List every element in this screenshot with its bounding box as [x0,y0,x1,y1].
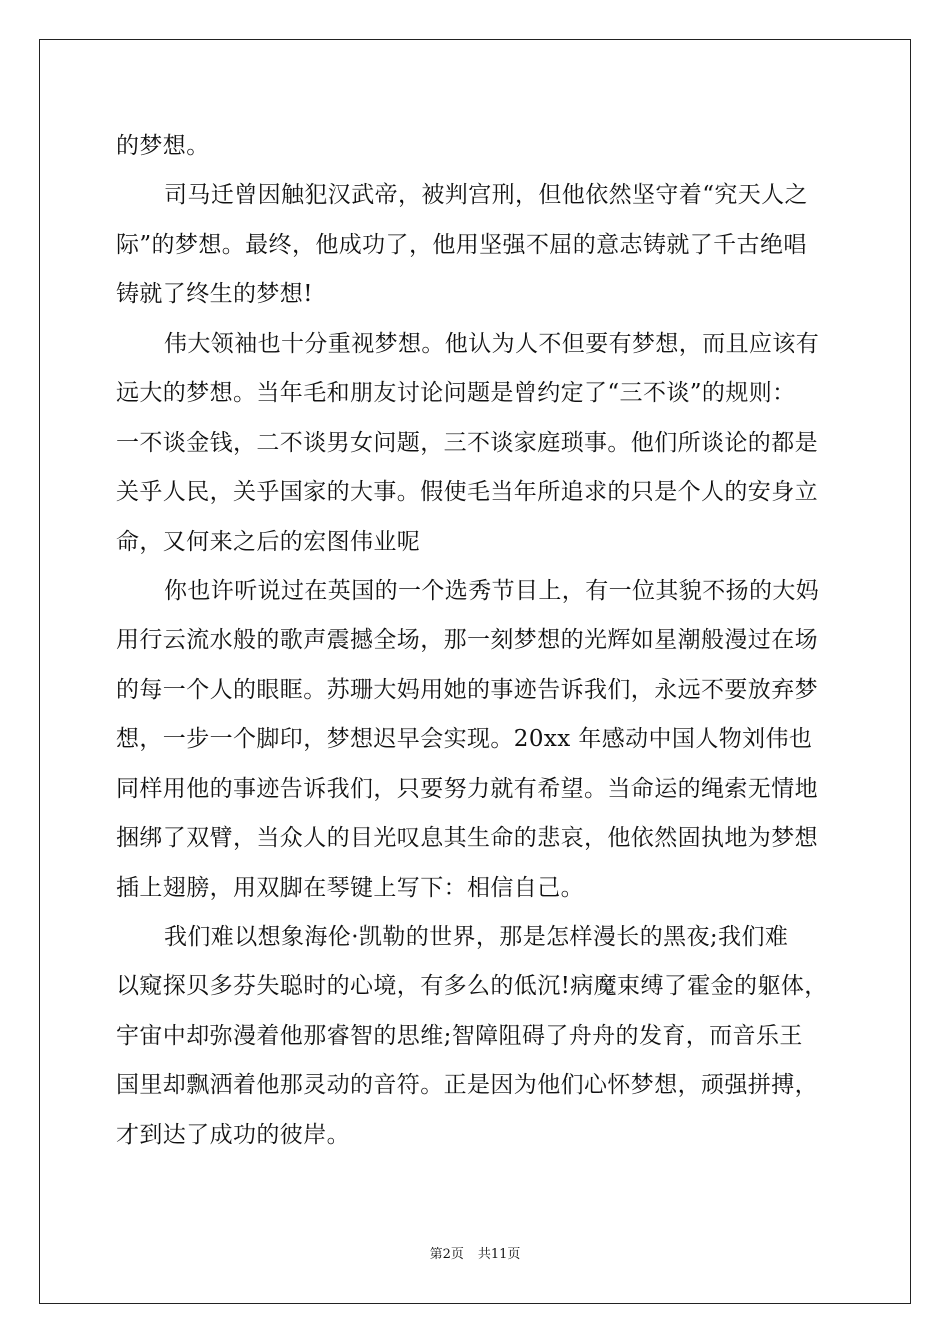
page-number: 第2页 [429,1247,464,1262]
text-line: 才到达了成功的彼岸。 [116,1121,350,1148]
text-line: 宇宙中却弥漫着他那睿智的思维;智障阻碍了舟舟的发育，而音乐王 [116,1022,803,1049]
text-line: 我们难以想象海伦·凯勒的世界，那是怎样漫长的黑夜;我们难 [164,924,789,950]
document-body [116,122,836,1160]
text-line: 以窥探贝多芬失聪时的心境，有多么的低沉!病魔束缚了霍金的躯体， [116,973,828,1000]
text-line: 用行云流水般的歌声震撼全场，那一刻梦想的光辉如星潮般漫过在场 [116,627,818,654]
page-footer [0,1245,950,1265]
text-line: 同样用他的事迹告诉我们，只要努力就有希望。当命运的绳索无情地 [116,775,818,802]
text-line: 的梦想。 [116,133,210,159]
text-line: 一不谈金钱，二不谈男女问题，三不谈家庭琐事。他们所谈论的都是 [116,429,818,456]
text-line: 铸就了终生的梦想! [116,281,313,308]
text-line: 插上翅膀，用双脚在琴键上写下：相信自己。 [116,874,584,901]
text-line: 关乎人民，关乎国家的大事。假使毛当年所追求的只是个人的安身立 [116,479,818,506]
text-line: 的每一个人的眼眶。苏珊大妈用她的事迹告诉我们，永远不要放弃梦 [116,676,818,703]
text-line: 远大的梦想。当年毛和朋友讨论问题是曾约定了“三不谈”的规则： [116,380,796,407]
text-line: 你也许听说过在英国的一个选秀节目上，有一位其貌不扬的大妈 [164,577,820,604]
text-line: 捆绑了双臂，当众人的目光叹息其生命的悲哀，他依然固执地为梦想 [116,825,818,852]
page-total: 共11页 [477,1247,521,1262]
text-line: 司马迁曾因触犯汉武帝，被判宫刑，但他依然坚守着“究天人之 [164,182,808,209]
text-line: 命，又何来之后的宏图伟业呢 [116,528,421,555]
text-line: 国里却飘洒着他那灵动的音符。正是因为他们心怀梦想，顽强拼搏， [116,1072,818,1099]
text-line: 际”的梦想。最终，他成功了，他用坚强不屈的意志铸就了千古绝唱 [116,231,807,258]
text-line: 想，一步一个脚印，梦想迟早会实现。20xx 年感动中国人物刘伟也 [116,726,813,753]
text-line: 伟大领袖也十分重视梦想。他认为人不但要有梦想，而且应该有 [164,330,820,357]
